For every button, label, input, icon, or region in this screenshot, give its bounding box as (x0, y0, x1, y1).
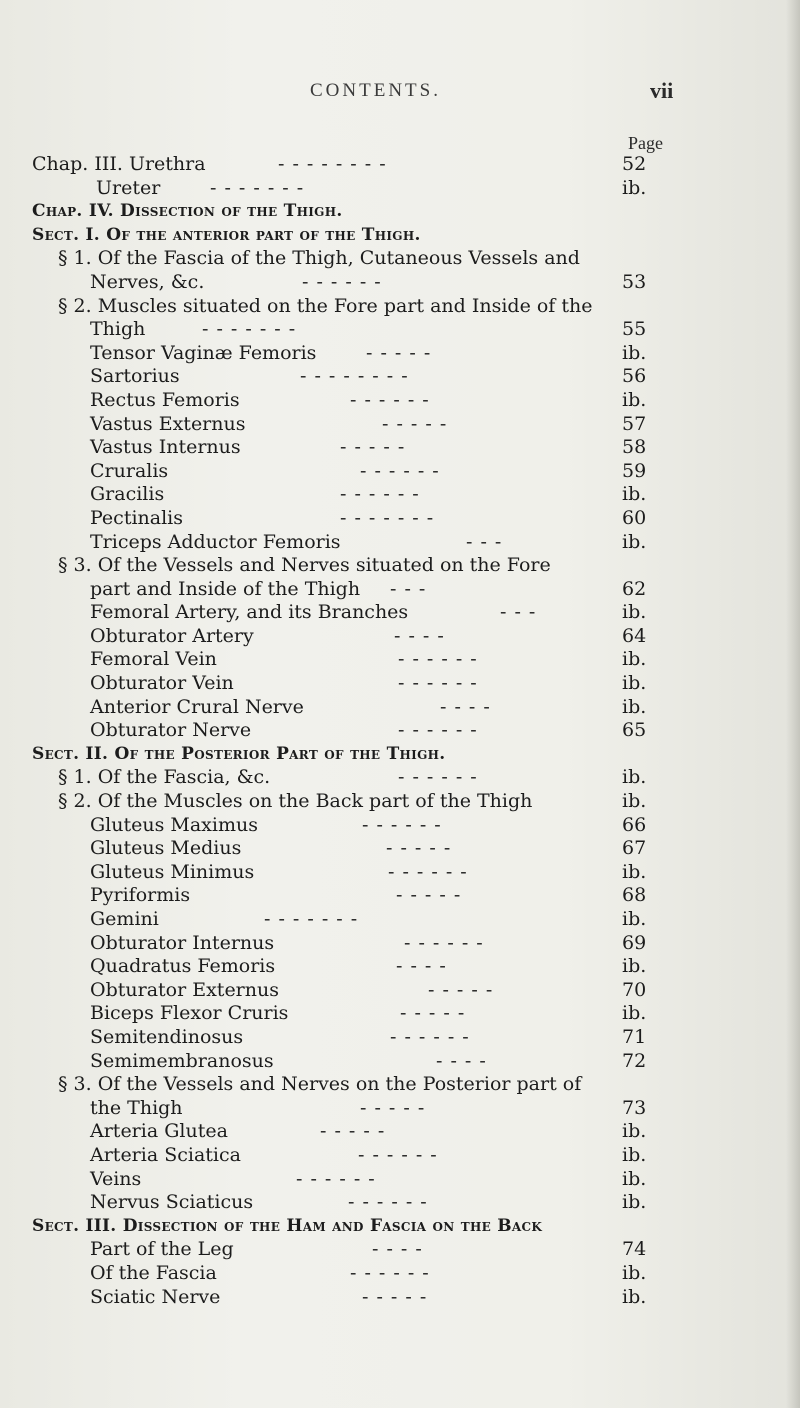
toc-entry-title: Obturator Externus (90, 978, 279, 1001)
toc-leader-dashes: - - - - (372, 1238, 423, 1261)
toc-entry (0, 507, 800, 531)
toc-entry (0, 1238, 800, 1262)
toc-page-number: 73 (622, 1096, 647, 1119)
toc-entry-title: Nerves, &c. (90, 270, 205, 293)
toc-entry-title: § 1. Of the Fascia of the Thigh, Cutaneous Vessels and (58, 247, 580, 270)
toc-leader-dashes: - - - - - (396, 884, 462, 907)
toc-entry-title: Arteria Glutea (90, 1120, 228, 1143)
toc-entry (0, 224, 800, 248)
toc-page-number: ib. (622, 1143, 647, 1166)
toc-entry (0, 200, 800, 224)
toc-page-number: ib. (622, 483, 647, 506)
toc-entry (0, 578, 800, 602)
toc-entry (0, 436, 800, 460)
toc-page-number: ib. (622, 341, 647, 364)
toc-entry-title: Sect. III. Dissection of the Ham and Fascia on the Back (32, 1215, 543, 1236)
toc-leader-dashes: - - - - - - (398, 648, 478, 671)
toc-entry-title: § 3. Of the Vessels and Nerves situated on the Fore (58, 554, 551, 577)
toc-leader-dashes: - - - - - - - (340, 506, 435, 529)
toc-entry-title: Sect. I. Of the anterior part of the Thigh. (32, 224, 421, 245)
toc-page-number: 68 (622, 884, 647, 907)
toc-page-number: 57 (622, 412, 647, 435)
toc-page-number: ib. (622, 648, 647, 671)
toc-entry (0, 932, 800, 956)
toc-entry (0, 790, 800, 814)
toc-entry (0, 1191, 800, 1215)
toc-page-number: 53 (622, 270, 647, 293)
toc-page-number: ib. (622, 1191, 647, 1214)
toc-entry-title: part and Inside of the Thigh (90, 577, 361, 600)
toc-entry-title: Semitendinosus (90, 1025, 244, 1048)
toc-entry (0, 531, 800, 555)
page-number: vii (650, 78, 674, 103)
toc-leader-dashes: - - - - - (366, 341, 432, 364)
toc-leader-dashes: - - - - - (428, 978, 494, 1001)
toc-page-number: ib. (622, 176, 647, 199)
toc-page-number: 59 (622, 459, 647, 482)
toc-entry-title: Chap. IV. Dissection of the Thigh. (32, 201, 343, 222)
toc-leader-dashes: - - - - - - - - (300, 365, 409, 388)
toc-page-number: ib. (622, 1120, 647, 1143)
toc-leader-dashes: - - - - - (382, 412, 448, 435)
toc-page-number: 67 (622, 837, 647, 860)
toc-entry-title: Obturator Artery (90, 624, 254, 647)
toc-entry (0, 1144, 800, 1168)
toc-page-number: ib. (622, 388, 647, 411)
toc-entry (0, 318, 800, 342)
toc-leader-dashes: - - - - - - (390, 1025, 470, 1048)
toc-entry (0, 1262, 800, 1286)
toc-page-number: 70 (622, 978, 647, 1001)
toc-entry (0, 1073, 800, 1097)
toc-entry-title: Vastus Internus (90, 436, 241, 459)
toc-entry (0, 814, 800, 838)
toc-leader-dashes: - - - - - - (398, 719, 478, 742)
toc-entry-title: Sartorius (90, 365, 180, 388)
toc-page-number: ib. (622, 1167, 647, 1190)
toc-page-number: ib. (622, 860, 647, 883)
toc-entry (0, 247, 800, 271)
toc-leader-dashes: - - - - - - (340, 483, 420, 506)
toc-entry (0, 1120, 800, 1144)
toc-page-number: ib. (622, 790, 647, 813)
toc-leader-dashes: - - - - - - (360, 459, 440, 482)
table-of-contents (0, 153, 800, 1309)
toc-leader-dashes: - - - - (394, 624, 445, 647)
toc-entry-title: Tensor Vaginæ Femoris (90, 341, 317, 364)
toc-entry (0, 342, 800, 366)
toc-entry-title: Part of the Leg (90, 1238, 234, 1261)
toc-entry (0, 719, 800, 743)
toc-entry-title: Triceps Adductor Femoris (90, 530, 341, 553)
toc-leader-dashes: - - - - - - (350, 1261, 430, 1284)
toc-entry (0, 696, 800, 720)
toc-page-number: 66 (622, 813, 647, 836)
page-column-label: Page (628, 133, 663, 153)
toc-page-number: ib. (622, 1002, 647, 1025)
toc-leader-dashes: - - - - (440, 695, 491, 718)
toc-page-number: 72 (622, 1049, 647, 1072)
toc-entry (0, 554, 800, 578)
toc-entry-title: Vastus Externus (90, 412, 246, 435)
toc-leader-dashes: - - - - (436, 1049, 487, 1072)
toc-entry-title: Gemini (90, 908, 159, 930)
toc-entry-title: § 3. Of the Vessels and Nerves on the Posterior part of (58, 1073, 582, 1096)
toc-page-number: ib. (622, 695, 647, 718)
toc-leader-dashes: - - - - - (340, 436, 406, 459)
toc-leader-dashes: - - - - - - (302, 270, 382, 293)
toc-entry-title: § 1. Of the Fascia, &c. (58, 766, 271, 789)
toc-page-number: 69 (622, 931, 647, 954)
toc-entry (0, 483, 800, 507)
toc-entry (0, 1026, 800, 1050)
toc-leader-dashes: - - - - - - (398, 672, 478, 695)
toc-entry-title: Femoral Artery, and its Branches (90, 601, 409, 624)
toc-page-number: ib. (622, 1261, 647, 1284)
toc-entry-title: Quadratus Femoris (90, 955, 276, 978)
toc-leader-dashes: - - - - - (320, 1120, 386, 1143)
toc-page-number: 58 (622, 436, 647, 459)
toc-leader-dashes: - - - - - - (296, 1167, 376, 1190)
toc-entry (0, 177, 800, 201)
toc-leader-dashes: - - - - - - (404, 931, 484, 954)
toc-entry-title: Semimembranosus (90, 1049, 274, 1072)
toc-page-number: ib. (622, 530, 647, 553)
toc-entry-title: Gluteus Medius (90, 837, 242, 860)
toc-page-number: 71 (622, 1025, 647, 1048)
toc-entry-title: § 2. Of the Muscles on the Back part of the Thigh (58, 790, 533, 813)
toc-page-number: ib. (622, 672, 647, 695)
toc-entry-title: Of the Fascia (90, 1261, 217, 1284)
toc-entry (0, 1168, 800, 1192)
toc-entry (0, 1050, 800, 1074)
toc-leader-dashes: - - - - - (362, 1285, 428, 1308)
toc-entry (0, 271, 800, 295)
toc-entry-title: Biceps Flexor Cruris (90, 1002, 289, 1025)
toc-entry (0, 153, 800, 177)
toc-page-number: 65 (622, 719, 647, 742)
toc-leader-dashes: - - - - - - - (210, 176, 305, 199)
toc-entry (0, 766, 800, 790)
toc-leader-dashes: - - - - - - (348, 1191, 428, 1214)
toc-entry (0, 861, 800, 885)
toc-entry (0, 672, 800, 696)
toc-leader-dashes: - - - - - (360, 1096, 426, 1119)
toc-leader-dashes: - - - - - - (388, 860, 468, 883)
toc-entry-title: Sciatic Nerve (90, 1285, 221, 1308)
toc-entry-title: Thigh (90, 318, 146, 341)
toc-leader-dashes: - - - - - (386, 837, 452, 860)
toc-page-number: 56 (622, 365, 647, 388)
toc-entry-title: Ureter (96, 176, 161, 199)
toc-entry-title: Anterior Crural Nerve (90, 695, 304, 718)
toc-entry (0, 389, 800, 413)
toc-page-number: 62 (622, 577, 647, 600)
toc-entry (0, 601, 800, 625)
toc-entry-title: Nervus Sciaticus (90, 1191, 254, 1214)
toc-page-number: ib. (622, 955, 647, 978)
toc-leader-dashes: - - - - - (400, 1002, 466, 1025)
toc-entry-title: the Thigh (90, 1096, 183, 1119)
toc-entry (0, 1286, 800, 1310)
running-title: CONTENTS. (310, 80, 441, 101)
toc-entry-title: § 2. Muscles situated on the Fore part and Inside of the (58, 294, 593, 317)
toc-entry-title: Rectus Femoris (90, 388, 240, 411)
page-header (0, 80, 800, 110)
toc-leader-dashes: - - - - - - (358, 1143, 438, 1166)
toc-entry-title: Pectinalis (90, 506, 183, 529)
toc-leader-dashes: - - - - - - - - (278, 153, 387, 175)
toc-leader-dashes: - - - - (396, 955, 447, 978)
toc-page-number: ib. (622, 1285, 647, 1308)
toc-entry-title: Arteria Sciatica (90, 1143, 241, 1166)
toc-page-number: ib. (622, 908, 647, 930)
toc-entry (0, 413, 800, 437)
toc-entry-title: Obturator Nerve (90, 719, 252, 742)
toc-entry (0, 295, 800, 319)
toc-entry (0, 625, 800, 649)
toc-page-number: 74 (622, 1238, 647, 1261)
toc-entry-title: Gluteus Minimus (90, 860, 255, 883)
toc-entry-title: Cruralis (90, 459, 169, 482)
toc-entry-title: Obturator Vein (90, 672, 234, 695)
toc-leader-dashes: - - - (466, 530, 503, 553)
toc-entry-title: Sect. II. Of the Posterior Part of the Thigh. (32, 743, 446, 764)
toc-entry-title: Femoral Vein (90, 648, 217, 671)
toc-entry (0, 837, 800, 861)
toc-entry-title: Pyriformis (90, 884, 191, 907)
toc-entry (0, 365, 800, 389)
toc-leader-dashes: - - - (390, 577, 427, 600)
toc-leader-dashes: - - - - - - - (264, 908, 359, 930)
toc-entry-title: Obturator Internus (90, 931, 275, 954)
toc-leader-dashes: - - - - - - (398, 766, 478, 789)
toc-page-number: 60 (622, 506, 647, 529)
toc-leader-dashes: - - - (500, 601, 537, 624)
toc-entry (0, 1215, 800, 1239)
toc-entry (0, 908, 800, 932)
toc-page-number: 64 (622, 624, 647, 647)
toc-page-number: 52 (622, 153, 647, 175)
toc-leader-dashes: - - - - - - (350, 388, 430, 411)
toc-entry-title: Chap. III. Urethra (32, 153, 206, 175)
toc-entry (0, 460, 800, 484)
toc-entry-title: Gluteus Maximus (90, 813, 258, 836)
toc-page-number: ib. (622, 601, 647, 624)
toc-entry (0, 979, 800, 1003)
toc-leader-dashes: - - - - - - - (202, 318, 297, 341)
toc-entry-title: Veins (90, 1167, 142, 1190)
toc-entry (0, 743, 800, 767)
toc-entry (0, 884, 800, 908)
toc-page-number: ib. (622, 766, 647, 789)
toc-entry (0, 1002, 800, 1026)
toc-entry (0, 955, 800, 979)
toc-leader-dashes: - - - - - - (362, 813, 442, 836)
toc-page-number: 55 (622, 318, 647, 341)
toc-entry (0, 648, 800, 672)
toc-entry-title: Gracilis (90, 483, 165, 506)
toc-entry (0, 1097, 800, 1121)
